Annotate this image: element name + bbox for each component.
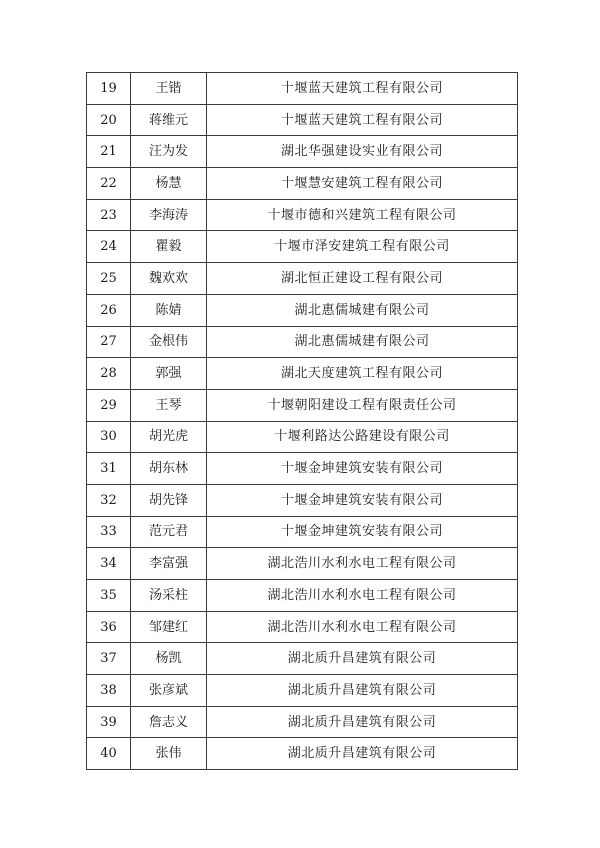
company-name-cell: 十堰金坤建筑安装有限公司 xyxy=(207,516,518,548)
table-row xyxy=(87,484,518,516)
table-row xyxy=(87,706,518,738)
person-name-cell: 王琴 xyxy=(131,389,207,421)
company-name-cell: 十堰蓝天建筑工程有限公司 xyxy=(207,73,518,105)
row-number-cell: 37 xyxy=(87,643,131,675)
table-row xyxy=(87,231,518,263)
person-name-cell: 杨凯 xyxy=(131,643,207,675)
table-row xyxy=(87,516,518,548)
row-number-cell: 39 xyxy=(87,706,131,738)
row-number-cell: 40 xyxy=(87,738,131,770)
row-number-cell: 25 xyxy=(87,263,131,295)
person-name-cell: 胡东林 xyxy=(131,453,207,485)
company-name-cell: 十堰蓝天建筑工程有限公司 xyxy=(207,104,518,136)
table-row xyxy=(87,358,518,390)
person-name-cell: 汪为发 xyxy=(131,136,207,168)
company-name-cell: 湖北惠儒城建有限公司 xyxy=(207,294,518,326)
company-name-cell: 湖北浩川水利水电工程有限公司 xyxy=(207,611,518,643)
table-row xyxy=(87,263,518,295)
person-name-cell: 张伟 xyxy=(131,738,207,770)
row-number-cell: 30 xyxy=(87,421,131,453)
table-row xyxy=(87,294,518,326)
row-number-cell: 28 xyxy=(87,358,131,390)
person-name-cell: 蒋维元 xyxy=(131,104,207,136)
row-number-cell: 20 xyxy=(87,104,131,136)
company-name-cell: 十堰朝阳建设工程有限责任公司 xyxy=(207,389,518,421)
company-name-cell: 十堰慧安建筑工程有限公司 xyxy=(207,168,518,200)
person-name-cell: 胡先锋 xyxy=(131,484,207,516)
person-name-cell: 金根伟 xyxy=(131,326,207,358)
person-name-cell: 李富强 xyxy=(131,548,207,580)
row-number-cell: 32 xyxy=(87,484,131,516)
person-name-cell: 王锴 xyxy=(131,73,207,105)
table-row xyxy=(87,421,518,453)
company-name-cell: 十堰金坤建筑安装有限公司 xyxy=(207,453,518,485)
table-row xyxy=(87,199,518,231)
person-name-cell: 杨慧 xyxy=(131,168,207,200)
row-number-cell: 24 xyxy=(87,231,131,263)
row-number-cell: 26 xyxy=(87,294,131,326)
row-number-cell: 31 xyxy=(87,453,131,485)
person-name-cell: 詹志义 xyxy=(131,706,207,738)
company-name-cell: 十堰市德和兴建筑工程有限公司 xyxy=(207,199,518,231)
company-name-cell: 湖北恒正建设工程有限公司 xyxy=(207,263,518,295)
row-number-cell: 29 xyxy=(87,389,131,421)
table-row xyxy=(87,548,518,580)
person-name-cell: 邹建红 xyxy=(131,611,207,643)
company-name-cell: 湖北华强建设实业有限公司 xyxy=(207,136,518,168)
table-row xyxy=(87,326,518,358)
table-row xyxy=(87,580,518,612)
table-row xyxy=(87,104,518,136)
roster-table xyxy=(86,72,518,770)
table-row xyxy=(87,643,518,675)
person-name-cell: 魏欢欢 xyxy=(131,263,207,295)
table-row xyxy=(87,453,518,485)
row-number-cell: 36 xyxy=(87,611,131,643)
person-name-cell: 胡光虎 xyxy=(131,421,207,453)
row-number-cell: 19 xyxy=(87,73,131,105)
company-name-cell: 湖北质升昌建筑有限公司 xyxy=(207,643,518,675)
company-name-cell: 湖北天度建筑工程有限公司 xyxy=(207,358,518,390)
person-name-cell: 郭强 xyxy=(131,358,207,390)
row-number-cell: 38 xyxy=(87,675,131,707)
company-name-cell: 湖北浩川水利水电工程有限公司 xyxy=(207,548,518,580)
row-number-cell: 22 xyxy=(87,168,131,200)
table-row xyxy=(87,389,518,421)
row-number-cell: 33 xyxy=(87,516,131,548)
company-name-cell: 十堰金坤建筑安装有限公司 xyxy=(207,484,518,516)
person-name-cell: 张彦斌 xyxy=(131,675,207,707)
roster-body xyxy=(87,73,518,770)
row-number-cell: 35 xyxy=(87,580,131,612)
row-number-cell: 21 xyxy=(87,136,131,168)
row-number-cell: 34 xyxy=(87,548,131,580)
table-row xyxy=(87,611,518,643)
person-name-cell: 李海涛 xyxy=(131,199,207,231)
company-name-cell: 十堰利路达公路建设有限公司 xyxy=(207,421,518,453)
company-name-cell: 十堰市泽安建筑工程有限公司 xyxy=(207,231,518,263)
table-row xyxy=(87,73,518,105)
company-name-cell: 湖北质升昌建筑有限公司 xyxy=(207,675,518,707)
company-name-cell: 湖北质升昌建筑有限公司 xyxy=(207,706,518,738)
person-name-cell: 陈婧 xyxy=(131,294,207,326)
person-name-cell: 汤采柱 xyxy=(131,580,207,612)
company-name-cell: 湖北浩川水利水电工程有限公司 xyxy=(207,580,518,612)
table-row xyxy=(87,168,518,200)
row-number-cell: 23 xyxy=(87,199,131,231)
table-row xyxy=(87,136,518,168)
company-name-cell: 湖北惠儒城建有限公司 xyxy=(207,326,518,358)
row-number-cell: 27 xyxy=(87,326,131,358)
person-name-cell: 瞿毅 xyxy=(131,231,207,263)
table-row xyxy=(87,738,518,770)
table-row xyxy=(87,675,518,707)
company-name-cell: 湖北质升昌建筑有限公司 xyxy=(207,738,518,770)
person-name-cell: 范元君 xyxy=(131,516,207,548)
